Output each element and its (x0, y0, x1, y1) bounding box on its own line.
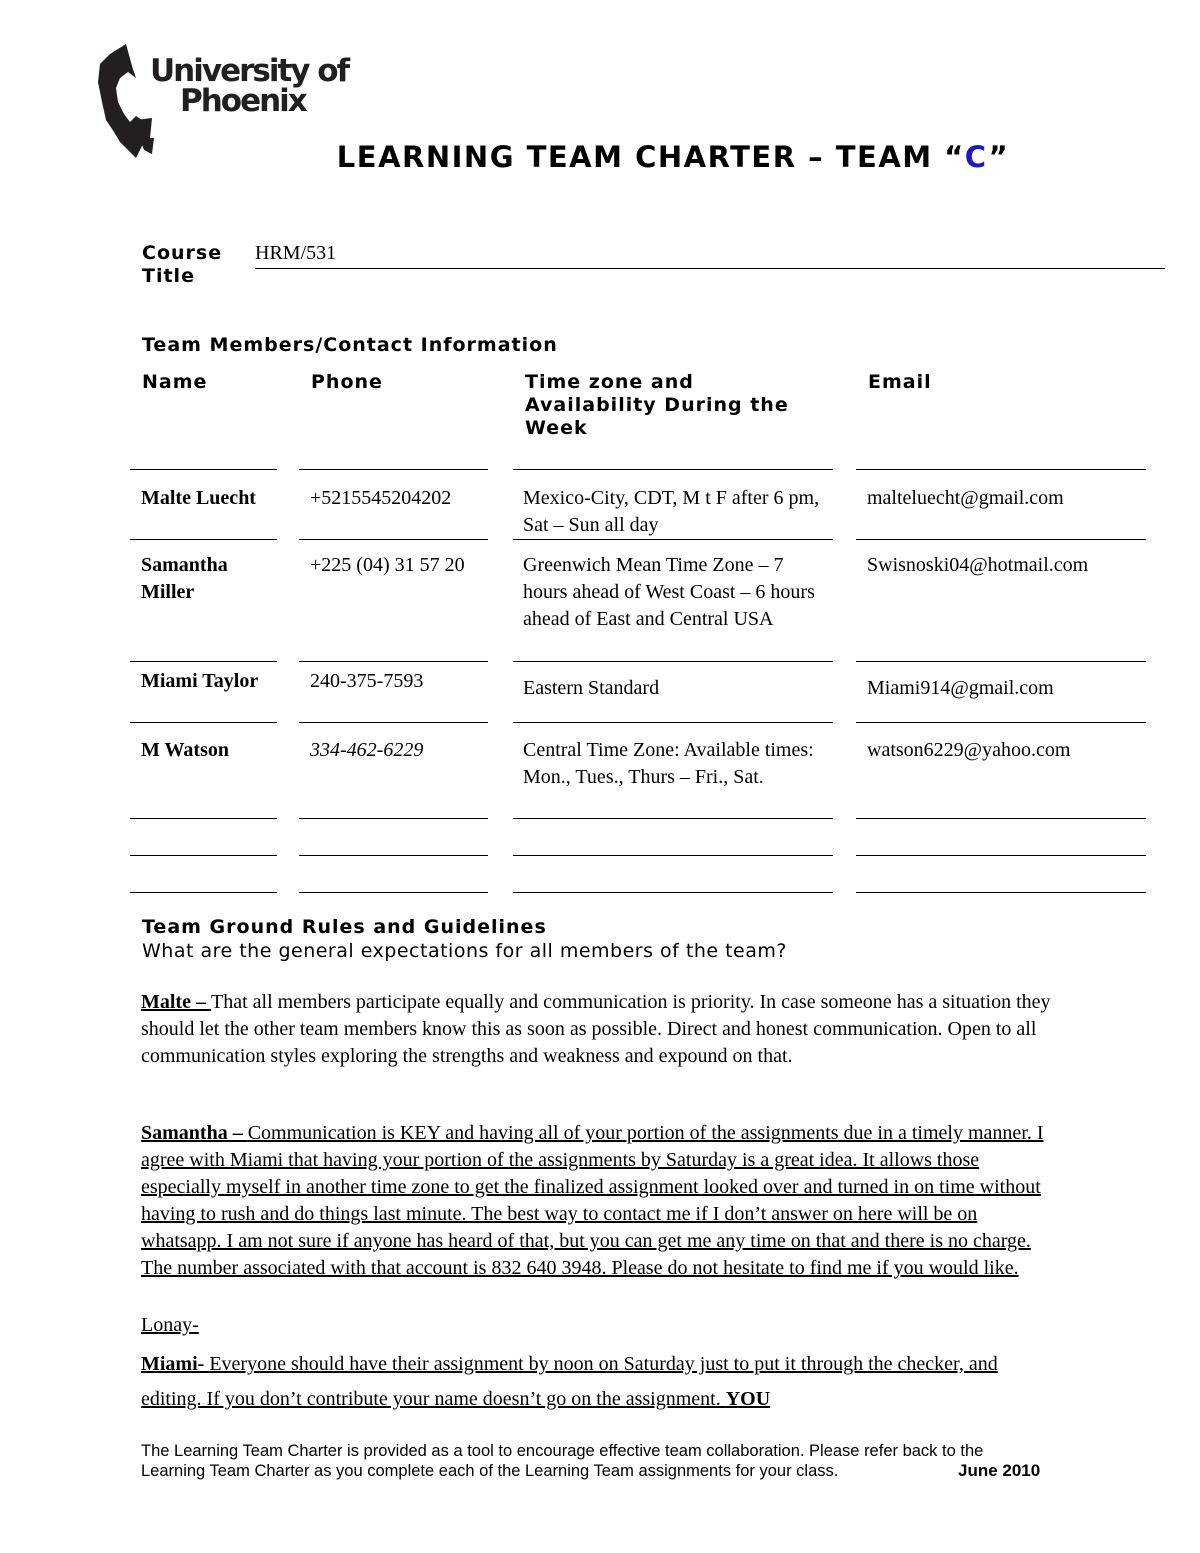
member-name: Samantha Miller (141, 554, 228, 603)
table-rule (130, 539, 277, 540)
member-email: malteluecht@gmail.com (867, 487, 1064, 509)
team-letter: C (964, 140, 989, 174)
table-rule (856, 469, 1146, 470)
rule-author: Malte – (141, 991, 211, 1013)
ground-rules-question: What are the general expectations for all members of the team? (142, 940, 787, 962)
table-rule (299, 855, 488, 856)
document-title (0, 140, 1200, 174)
rule-author: Lonay- (141, 1314, 199, 1336)
table-rule (299, 818, 488, 819)
rule-entry-samantha (141, 1120, 1061, 1282)
footer-note: The Learning Team Charter is provided as a tool to encourage effective team collaboration. Please refer back to the Learning Team Charter as you complete each of the Learning Team assignments for your class. (141, 1442, 984, 1480)
logo-wordmark (150, 53, 349, 120)
table-rule (130, 855, 277, 856)
table-rule (130, 661, 277, 662)
member-email: watson6229@yahoo.com (867, 739, 1071, 761)
table-rule (299, 661, 488, 662)
member-timezone: Central Time Zone: Available times: Mon., Tues., Thurs – Fri., Sat. (523, 739, 814, 788)
column-header-email: Email (868, 371, 932, 393)
table-rule (513, 539, 833, 540)
rule-text: Communication is KEY and having all of your portion of the assignments due in a timely manner. I agree with Miami that having your portion of the assignments by Saturday is a great idea. It allows those especially myself in another time zone to get the finalized assignment looked over and turned in on time without having to rush and do things last minute. The best way to contact me if I don’t answer on here will be on whatsapp. I am not sure if anyone has heard of that, but you can get me any time on that and there is no charge. The number associated with that account is 832 640 3948. Please do not hesitate to find me if you would like. (141, 1122, 1044, 1279)
rule-entry-lonay (141, 1312, 1061, 1339)
table-rule (299, 539, 488, 540)
table-rule (513, 661, 833, 662)
member-timezone: Eastern Standard (523, 677, 660, 699)
table-rule (130, 818, 277, 819)
team-members-heading: Team Members/Contact Information (142, 334, 558, 356)
rule-emphasis: YOU (725, 1388, 771, 1410)
logo-line-1: University of (150, 53, 349, 89)
member-phone: 334-462-6229 (310, 739, 424, 761)
course-title-value: HRM/531 (255, 242, 337, 264)
column-header-timezone: Time zone and Availability During the Week (525, 371, 789, 439)
table-rule (856, 661, 1146, 662)
table-rule (856, 892, 1146, 893)
table-rule (513, 892, 833, 893)
table-rule (299, 722, 488, 723)
member-name: Miami Taylor (141, 670, 259, 692)
rule-entry-miami (141, 1347, 1061, 1417)
table-rule (299, 892, 488, 893)
member-email: Miami914@gmail.com (867, 677, 1054, 699)
table-rule (513, 818, 833, 819)
table-rule (299, 469, 488, 470)
member-timezone: Mexico-City, CDT, M t F after 6 pm, Sat – Sun all day (523, 487, 820, 536)
table-rule (513, 722, 833, 723)
logo-line-2: Phoenix (180, 83, 306, 120)
rule-entry-malte (141, 989, 1061, 1070)
table-rule (856, 539, 1146, 540)
rule-author: Samantha – (141, 1122, 248, 1144)
table-rule (130, 722, 277, 723)
column-header-name: Name (142, 371, 208, 393)
rule-text: That all members participate equally and communication is priority. In case someone has a situation they should let the other team members know this as soon as possible. Direct and honest communication. Open to all communication styles exploring the strengths and weakness and expound on that. (141, 991, 1051, 1067)
course-title-label (142, 242, 222, 288)
title-suffix: ” (988, 140, 1010, 174)
course-label-line-2: Title (142, 265, 195, 287)
table-rule (856, 855, 1146, 856)
column-header-phone: Phone (311, 371, 383, 393)
title-prefix: LEARNING TEAM CHARTER – TEAM “ (336, 140, 965, 174)
member-timezone: Greenwich Mean Time Zone – 7 hours ahead of West Coast – 6 hours ahead of East and Central USA (523, 554, 815, 630)
footer-date: June 2010 (958, 1461, 1041, 1480)
table-rule (513, 855, 833, 856)
rule-author: Miami- (141, 1353, 210, 1375)
rule-text: Everyone should have their assignment by noon on Saturday just to put it through the checker, and editing. If you don’t contribute your name doesn’t go on the assignment. (141, 1353, 998, 1410)
member-name: Malte Luecht (141, 487, 256, 509)
table-rule (856, 722, 1146, 723)
member-name: M Watson (141, 739, 229, 761)
member-email: Swisnoski04@hotmail.com (867, 554, 1089, 576)
member-phone: 240-375-7593 (310, 670, 424, 692)
ground-rules-heading: Team Ground Rules and Guidelines (142, 916, 547, 938)
table-rule (130, 892, 277, 893)
member-phone: +225 (04) 31 57 20 (310, 554, 465, 576)
table-rule (130, 469, 277, 470)
course-label-line-1: Course (142, 242, 223, 264)
table-rule (513, 469, 833, 470)
course-underline (255, 268, 1165, 269)
member-phone: +5215545204202 (310, 487, 452, 509)
table-rule (856, 818, 1146, 819)
